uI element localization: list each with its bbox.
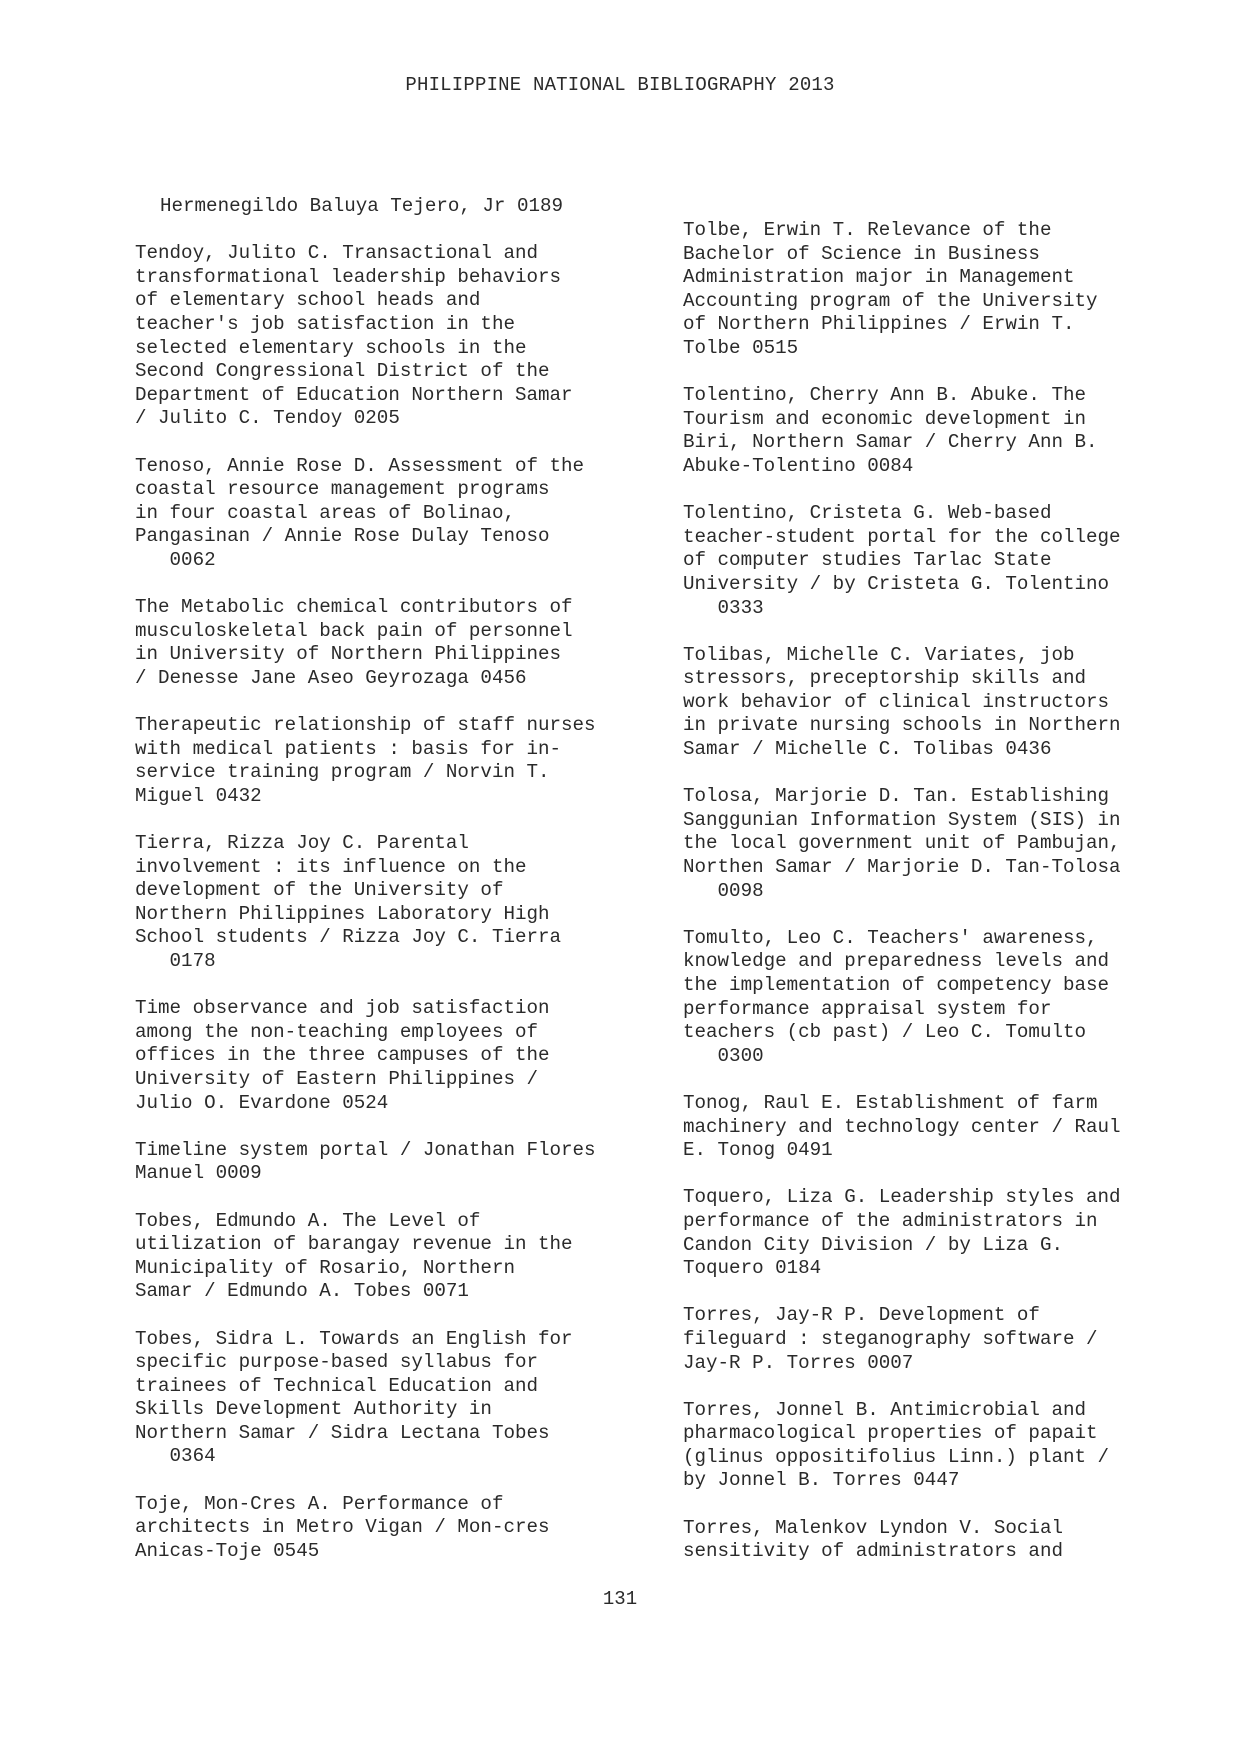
entry-line: / Julito C. Tendoy 0205 [135,407,400,430]
entry-line: Northen Samar / Marjorie D. Tan-Tolosa [683,856,1121,879]
page-header-title: PHILIPPINE NATIONAL BIBLIOGRAPHY 2013 [405,74,835,96]
bibliography-entry [135,832,675,974]
bibliography-entry [135,242,675,431]
entry-line: by Jonnel B. Torres 0447 [683,1469,960,1492]
entry-line: Tolbe 0515 [683,336,799,359]
entry-line: sensitivity of administrators and [683,1540,1063,1563]
entry-line: musculoskeletal back pain of personnel [135,619,573,642]
entry-line: specific purpose-based syllabus for [135,1351,539,1374]
bibliography-entry [135,997,675,1115]
entry-line: in University of Northern Philippines [135,643,562,666]
entry-line: Tolentino, Cherry Ann B. Abuke. The [683,384,1087,407]
entry-line: offices in the three campuses of the [135,1044,550,1067]
entry-line: teacher's job satisfaction in the [135,312,515,335]
bibliography-entry [135,1139,675,1186]
bibliography-entry [135,1210,675,1304]
entry-line: Torres, Jay-R P. Development of [683,1304,1040,1327]
entry-line: Samar / Michelle C. Tolibas 0436 [683,738,1052,761]
entry-line: Tobes, Edmundo A. The Level of [135,1209,481,1232]
entry-line: Tolibas, Michelle C. Variates, job [683,643,1075,666]
bibliography-entry [683,384,1223,478]
entry-line: 0333 [683,596,764,619]
entry-line: Pangasinan / Annie Rose Dulay Tenoso [135,525,550,548]
entry-line: Tonog, Raul E. Establishment of farm [683,1091,1098,1114]
entry-line: Municipality of Rosario, Northern [135,1256,515,1279]
bibliography-entry [135,714,675,808]
entry-line: Miguel 0432 [135,784,262,807]
entry-line: University of Eastern Philippines / [135,1067,539,1090]
entry-line: Northern Philippines Laboratory High [135,902,550,925]
entry-line: among the non-teaching employees of [135,1020,539,1043]
entry-line: Tourism and economic development in [683,407,1087,430]
entry-line: in private nursing schools in Northern [683,714,1121,737]
entry-line: Northern Samar / Sidra Lectana Tobes [135,1421,550,1444]
entry-line: of elementary school heads and [135,289,481,312]
entry-line: involvement : its influence on the [135,855,527,878]
entry-line: Skills Development Authority in [135,1398,492,1421]
entry-line: Torres, Malenkov Lyndon V. Social [683,1516,1063,1539]
entry-line: The Metabolic chemical contributors of [135,596,573,619]
entry-line: Sanggunian Information System (SIS) in [683,808,1121,831]
entry-line: / Denesse Jane Aseo Geyrozaga 0456 [135,666,527,689]
bibliography-entry [683,502,1223,620]
entry-line: fileguard : steganography software / [683,1327,1098,1350]
entry-line: the local government unit of Pambujan, [683,832,1121,855]
entry-line: Accounting program of the University [683,289,1098,312]
bibliography-entry [683,219,1223,361]
entry-line: of computer studies Tarlac State [683,549,1052,572]
entry-line: 0300 [683,1044,764,1067]
entry-line: Administration major in Management [683,266,1075,289]
entry-line: Second Congressional District of the [135,360,550,383]
entry-line: Tierra, Rizza Joy C. Parental [135,832,469,855]
entry-line: Tomulto, Leo C. Teachers' awareness, [683,926,1098,949]
entry-line: trainees of Technical Education and [135,1374,539,1397]
entry-line: stressors, preceptorship skills and [683,667,1087,690]
bibliography-entry [135,195,675,219]
entry-line: work behavior of clinical instructors [683,690,1110,713]
entry-line: Tendoy, Julito C. Transactional and [135,242,539,265]
entry-line: Bachelor of Science in Business [683,242,1040,265]
entry-line: Julio O. Evardone 0524 [135,1091,389,1114]
entry-line: pharmacological properties of papait [683,1422,1098,1445]
entry-line: Tolbe, Erwin T. Relevance of the [683,219,1052,241]
entry-line: of Northern Philippines / Erwin T. [683,313,1075,336]
entry-line: performance of the administrators in [683,1209,1098,1232]
entry-line: 0178 [135,950,216,972]
entry-line: Toquero, Liza G. Leadership styles and [683,1186,1121,1209]
bibliography-entry [683,1399,1223,1493]
entry-line: in four coastal areas of Bolinao, [135,501,515,524]
entry-line: Samar / Edmundo A. Tobes 0071 [135,1280,469,1303]
entry-line: 0098 [683,879,764,902]
entry-line: Jay-R P. Torres 0007 [683,1351,914,1374]
entry-line: knowledge and preparedness levels and [683,950,1110,973]
entry-line: Therapeutic relationship of staff nurses [135,714,596,737]
entry-line: service training program / Norvin T. [135,761,550,784]
entry-line: E. Tonog 0491 [683,1139,833,1162]
entry-line: performance appraisal system for [683,997,1052,1020]
entry-line: teacher-student portal for the college [683,525,1121,548]
entry-line: Tobes, Sidra L. Towards an English for [135,1327,573,1350]
entry-line: Manuel 0009 [135,1162,262,1185]
entry-line: Candon City Division / by Liza G. [683,1233,1063,1256]
page-number: 131 [602,1588,638,1610]
entry-line: utilization of barangay revenue in the [135,1233,573,1256]
entry-line: development of the University of [135,879,504,902]
entry-line: Toquero 0184 [683,1257,822,1280]
entry-line: Hermenegildo Baluya Tejero, Jr 0189 [160,195,564,217]
entry-line: architects in Metro Vigan / Mon-cres [135,1516,550,1539]
entry-line: selected elementary schools in the [135,336,527,359]
entry-line: Tolentino, Cristeta G. Web-based [683,502,1052,525]
bibliography-entry [135,596,675,690]
entry-line: School students / Rizza Joy C. Tierra [135,926,562,949]
entry-line: transformational leadership behaviors [135,265,562,288]
right-column [683,219,1223,1587]
entry-line: Time observance and job satisfaction [135,997,550,1020]
entry-line: machinery and technology center / Raul [683,1115,1121,1138]
entry-line: Tolosa, Marjorie D. Tan. Establishing [683,785,1110,808]
entry-line: Biri, Northern Samar / Cherry Ann B. [683,431,1098,454]
bibliography-entry [135,1493,675,1564]
entry-line: 0364 [135,1445,216,1468]
bibliography-entry [683,1304,1223,1375]
bibliography-entry [683,1517,1223,1564]
entry-line: Timeline system portal / Jonathan Flores [135,1138,596,1161]
bibliography-entry [683,927,1223,1069]
entry-line: teachers (cb past) / Leo C. Tomulto [683,1021,1087,1044]
entry-line: Abuke-Tolentino 0084 [683,454,914,477]
bibliography-entry [135,1328,675,1470]
entry-line: University / by Cristeta G. Tolentino [683,572,1110,595]
entry-line: Tenoso, Annie Rose D. Assessment of the [135,454,585,477]
entry-line: (glinus oppositifolius Linn.) plant / [683,1445,1110,1468]
bibliography-entry [683,644,1223,762]
bibliography-entry [683,1092,1223,1163]
bibliography-entry [683,1186,1223,1280]
bibliography-entry [683,785,1223,903]
bibliography-entry [135,455,675,573]
entry-line: Department of Education Northern Samar [135,383,573,406]
entry-line: the implementation of competency base [683,974,1110,996]
entry-line: Toje, Mon-Cres A. Performance of [135,1492,504,1515]
entry-line: Torres, Jonnel B. Antimicrobial and [683,1398,1087,1421]
entry-line: coastal resource management programs [135,478,550,501]
entry-line: with medical patients : basis for in- [135,737,562,760]
entry-line: Anicas-Toje 0545 [135,1539,320,1562]
left-column [135,195,675,1587]
entry-line: 0062 [135,548,216,571]
